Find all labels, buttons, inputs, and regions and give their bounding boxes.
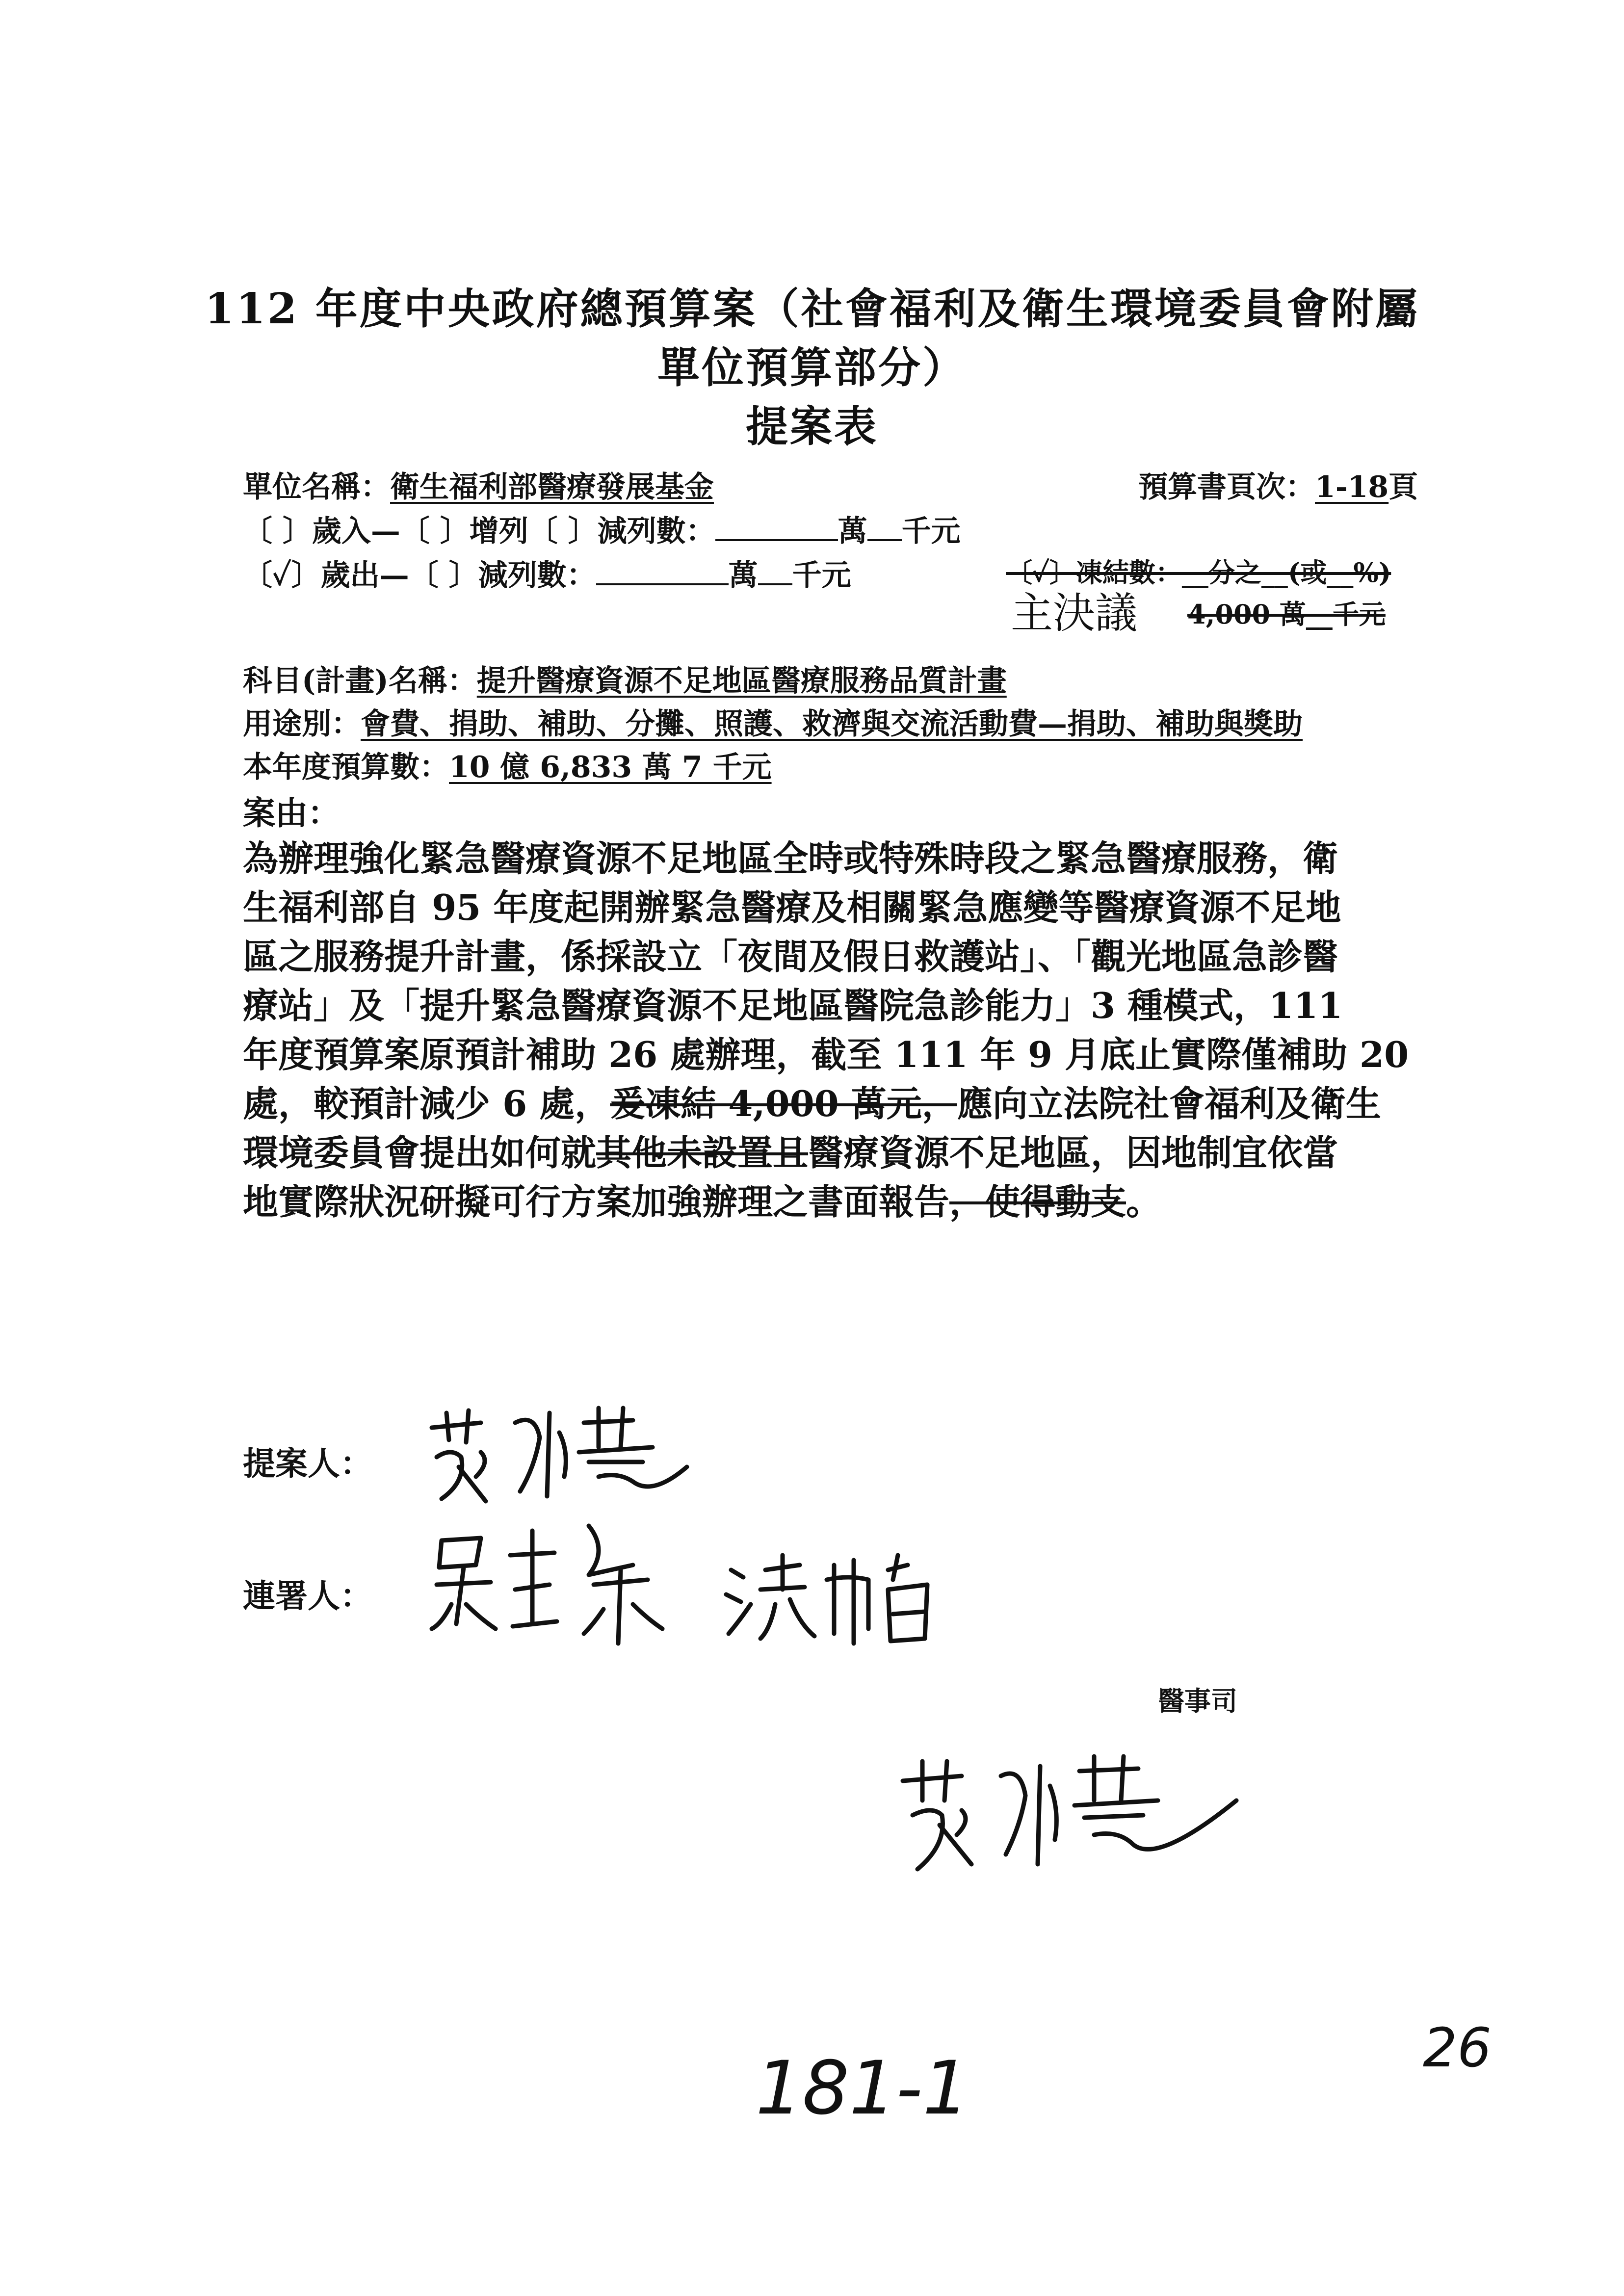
- proposer-label: 提案人：: [243, 1444, 372, 1483]
- expense-amount-blank: [596, 559, 729, 585]
- title-line-1: 112 年度中央政府總預算案（社會福利及衛生環境委員會附屬: [205, 284, 1419, 334]
- subject-value: 提升醫療資源不足地區醫療服務品質計畫: [476, 664, 1007, 698]
- budget-book-page-row: [1138, 464, 1418, 506]
- reason-line8-post: 。: [1126, 1181, 1162, 1223]
- reason-line: 年度預算案原預計補助 26 處辦理，截至 111 年 9 月底止實際僅補助 20: [243, 1034, 1409, 1075]
- usage-value: 會費、捐助、補助、分攤、照護、救濟與交流活動費—捐助、補助與獎助: [361, 707, 1303, 741]
- reason-label: 案由：: [243, 794, 340, 832]
- income-row: [243, 508, 961, 550]
- reason-line8-pre: 地實際狀況研擬可行方案加強辦理之書面報告: [243, 1181, 950, 1223]
- cosigner-signature-2: [721, 1550, 967, 1648]
- unit-name-value: 衛生福利部醫療發展基金: [390, 470, 714, 504]
- proposer-signature: [422, 1393, 697, 1511]
- handwritten-number: 181-1: [756, 2046, 969, 2131]
- reason-line7-post: 醫療資源不足地區，因地制宜依當: [808, 1132, 1338, 1174]
- unit-name-row: [243, 464, 714, 506]
- page-label: 預算書頁次：: [1138, 470, 1315, 504]
- reason-body: [243, 834, 1409, 1226]
- reason-line: 生福利部自 95 年度起開辦緊急醫療及相關緊急應變等醫療資源不足地: [243, 887, 1341, 928]
- unit-name-label: 單位名稱：: [243, 470, 390, 504]
- handwritten-resolution: 主決議: [1011, 589, 1137, 638]
- reason-line: [243, 1177, 1409, 1226]
- reason-line: 區之服務提升計畫，係採設立「夜間及假日救護站」、「觀光地區急診醫: [243, 936, 1338, 977]
- expense-wan: 萬: [728, 558, 758, 593]
- department-signature: [893, 1742, 1246, 1879]
- income-wan: 萬: [838, 514, 867, 548]
- department-stamp: 醫事司: [1158, 1685, 1237, 1717]
- budget-row: [243, 744, 772, 786]
- income-qianyuan: 千元: [901, 514, 961, 548]
- income-text: 〔 〕歲入—〔 〕增列〔 〕減列數：: [243, 514, 715, 548]
- freeze-amount-struck: 4,000 萬__千元: [1187, 599, 1386, 630]
- budget-value: 10 億 6,833 萬 7 千元: [449, 750, 772, 784]
- corner-number: 26: [1423, 2016, 1492, 2079]
- reason-line6-struck: 爰凍結 4,000 萬元，: [610, 1083, 957, 1124]
- reason-line7-pre: 環境委員會提出如何就: [243, 1132, 597, 1174]
- income-amount-blank: [715, 515, 838, 541]
- expense-row: [243, 552, 851, 594]
- expense-text: 〔✓〕歲出—〔 〕減列數：: [243, 558, 596, 593]
- title-line-2: 單位預算部分）: [657, 343, 967, 392]
- freeze-struck-text: 〔✓〕凍結數：__分之__(或__%): [1006, 557, 1391, 588]
- reason-line: [243, 1079, 1409, 1128]
- cosigner-label: 連署人：: [243, 1577, 372, 1615]
- budget-label: 本年度預算數：: [243, 750, 449, 784]
- reason-line8-struck: ，使得動支: [949, 1181, 1126, 1223]
- reason-line7-struck: 其他未設置且: [596, 1132, 809, 1174]
- reason-line: 療站」及「提升緊急醫療資源不足地區醫院急診能力」3 種模式，111: [243, 985, 1343, 1026]
- reason-line: 為辦理強化緊急醫療資源不足地區全時或特殊時段之緊急醫療服務，衛: [243, 837, 1338, 879]
- usage-label: 用途別：: [243, 707, 361, 741]
- expense-qianyuan: 千元: [792, 558, 851, 593]
- reason-line: [243, 1128, 1409, 1177]
- usage-row: [243, 701, 1303, 743]
- expense-thousand-blank: [758, 559, 792, 585]
- subject-row: [243, 657, 1007, 700]
- reason-line6-pre: 處，較預計減少 6 處，: [243, 1083, 610, 1124]
- cosigner-signature-1: [427, 1511, 672, 1648]
- subject-label: 科目(計畫)名稱：: [243, 664, 477, 698]
- form-title: 提案表: [746, 402, 878, 451]
- page-suffix: 頁: [1388, 470, 1418, 504]
- income-thousand-blank: [867, 515, 902, 541]
- page-value: 1-18: [1315, 470, 1389, 504]
- reason-line6-post: 應向立法院社會福利及衛生: [957, 1083, 1381, 1124]
